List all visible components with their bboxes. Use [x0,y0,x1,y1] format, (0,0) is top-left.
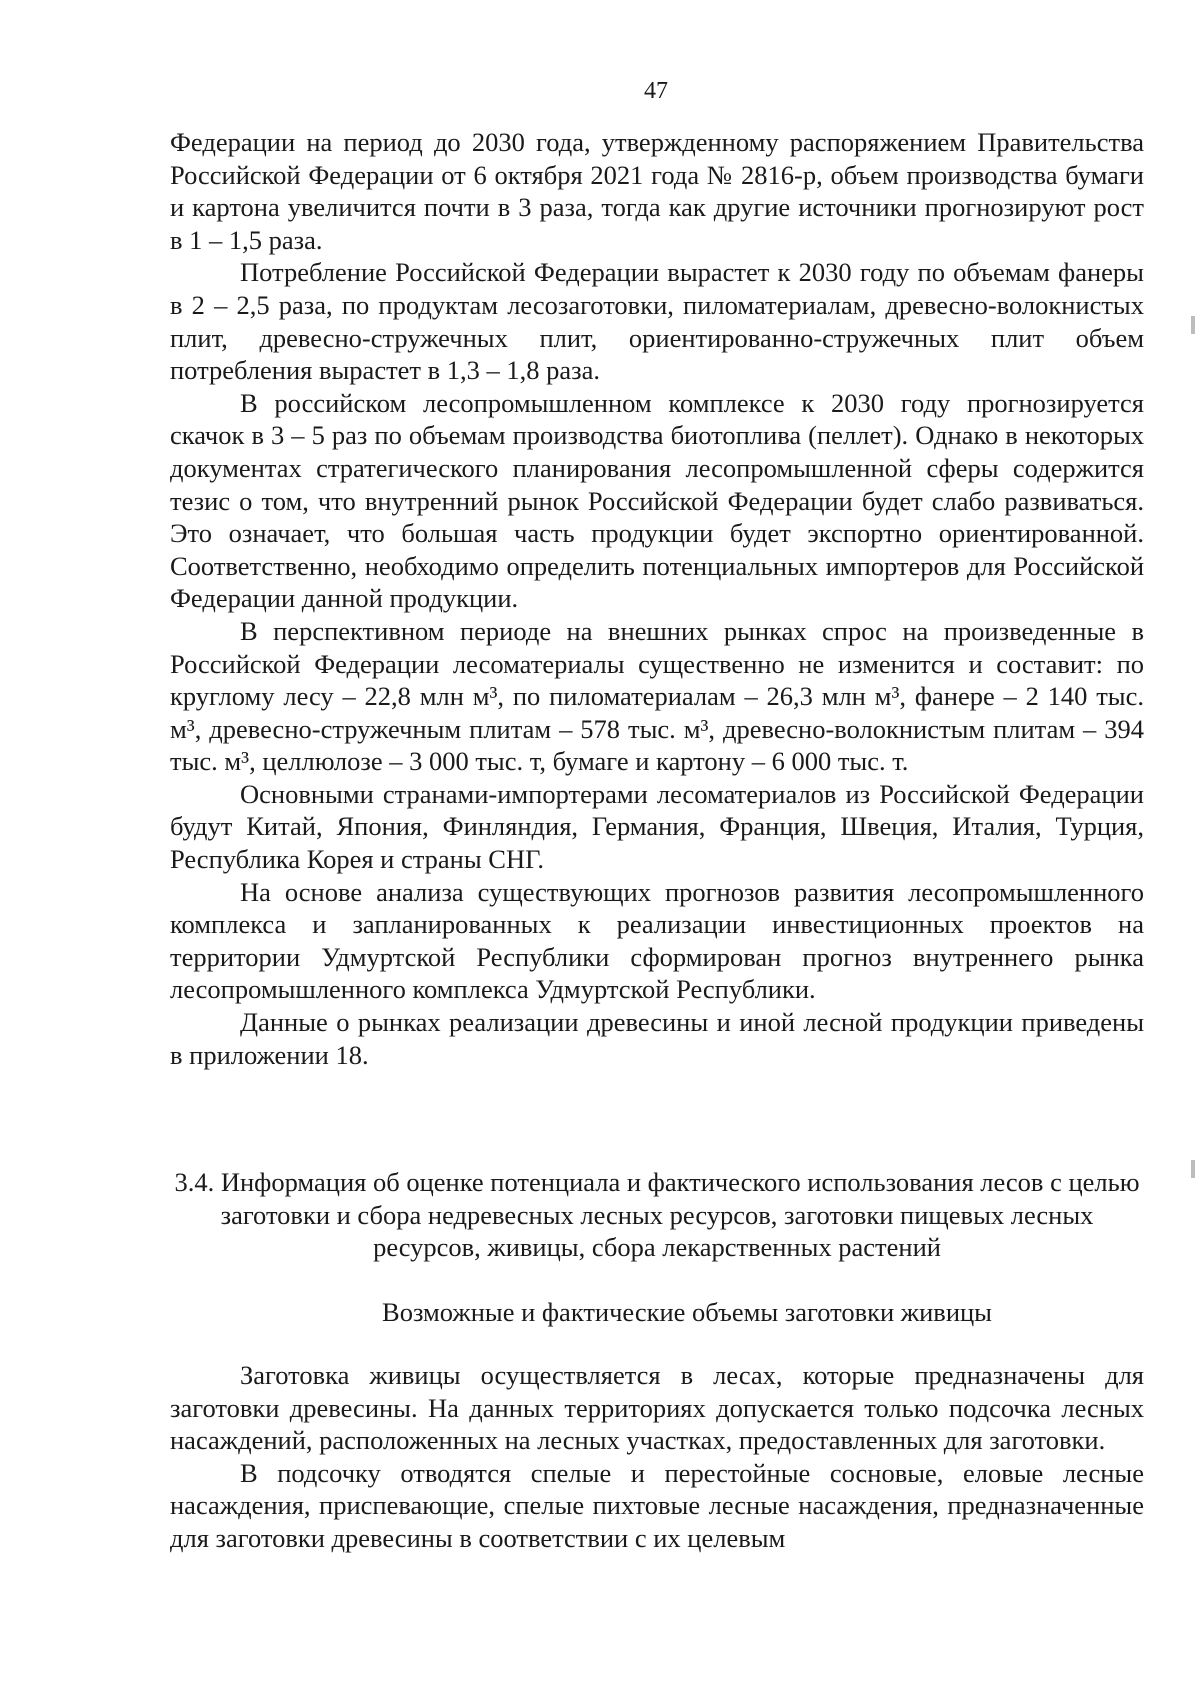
paragraph-tapping-stands: В подсочку отводятся спелые и перестойные сосновые, еловые лесные насаждения, приспевающие, спелые пихтовые лесные насаждения, предназначенные для заготовки древесины в соответствии с их целевым [170,1457,1144,1553]
paragraph-biofuel: В российском лесопромышленном комплексе к 2030 году прогнозируется скачок в 3 – 5 раз по объемам производства биотоплива (пеллет). Однако в некоторых документах стратегического планирования лесопромышленной сферы содержится тезис о том, что внутренний рынок Российской Федерации будет слабо развиваться. Это означает, что большая часть продукции будет экспортно ориентированной. Соответственно, необходимо определить потенциальных импортеров для Российской Федерации данной продукции. [170,387,1144,614]
body-text [170,126,1144,1071]
page-number: 47 [644,78,668,104]
paragraph-resin-harvesting: Заготовка живицы осуществляется в лесах, которые предназначены для заготовки древесины. На данных территориях допускается только подсочка лесных насаждений, расположенных на лесных участках, предоставленных для заготовки. [170,1360,1144,1456]
paragraph-appendix-reference: Данные о рынках реализации древесины и иной лесной продукции приведены в приложении 18. [170,1007,1144,1070]
section-heading: 3.4. Информация об оценке потенциала и фактического использования лесов с целью заготовки и сбора недревесных лесных ресурсов, заготовки пищевых лесных ресурсов, живицы, сбора лекарственных растений [174,1167,1140,1263]
paragraph-importers: Основными странами-импортерами лесоматериалов из Российской Федерации будут Китай, Япония, Финляндия, Германия, Франция, Швеция, Италия, Турция, Республика Корея и страны СНГ. [170,778,1144,875]
section-body-text [170,1359,1144,1555]
section-subheading: Возможные и фактические объемы заготовки живицы [382,1297,992,1327]
scan-artifact [1191,316,1195,334]
paragraph-external-demand: В перспективном периоде на внешних рынках спрос на произведенные в Российской Федерации лесоматериалы существенно не изменится и составит: по круглому лесу – 22,8 млн м³, по пиломатериалам – 26,3 млн м³, фанере – 2 140 тыс. м³, древесно-стружечным плитам – 578 тыс. м³, древесно-волокнистым плитам – 394 тыс. м³, целлюлозе – 3 000 тыс. т, бумаге и картону – 6 000 тыс. т. [170,615,1144,777]
paragraph-forecast: На основе анализа существующих прогнозов развития лесопромышленного комплекса и запланированных к реализации инвестиционных проектов на территории Удмуртской Республики сформирован прогноз внутреннего рынка лесопромышленного комплекса Удмуртской Республики. [170,876,1144,1005]
scan-artifact [1191,1160,1195,1178]
paragraph-consumption: Потребление Российской Федерации вырастет к 2030 году по объемам фанеры в 2 – 2,5 раза, по продуктам лесозаготовки, пиломатериалам, древесно-волокнистых плит, древесно-стружечных плит, ориентированно-стружечных плит объем потребления вырастет в 1,3 – 1,8 раза. [170,257,1144,386]
paragraph-continuation: Федерации на период до 2030 года, утвержденному распоряжением Правительства Российской Федерации от 6 октября 2021 года № 2816-р, объем производства бумаги и картона увеличится почти в 3 раза, тогда как другие источники прогнозируют рост в 1 – 1,5 раза. [170,127,1144,255]
